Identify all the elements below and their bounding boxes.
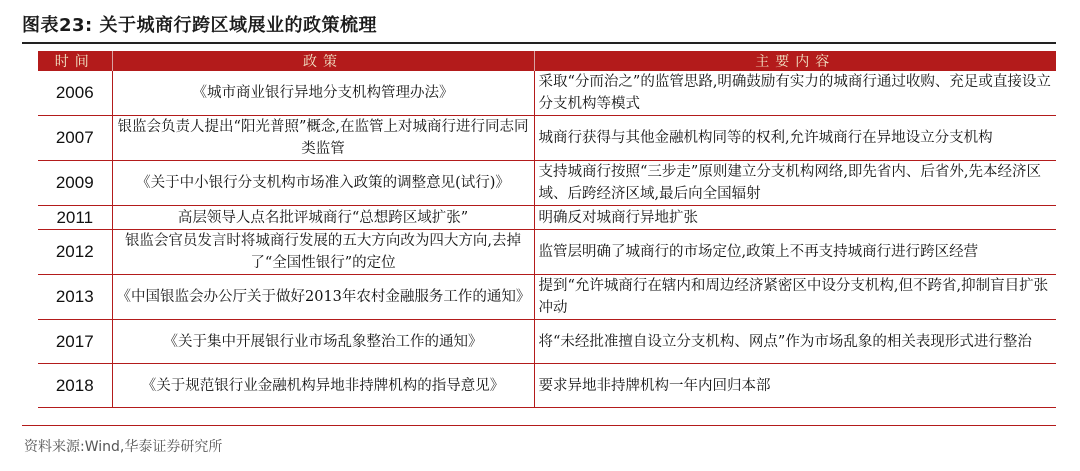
policy-cell: 《关于规范银行业金融机构异地非持牌机构的指导意见》 bbox=[112, 364, 534, 408]
table-row bbox=[38, 230, 1056, 275]
figure-title: 图表23: 关于城商行跨区域展业的政策梳理 bbox=[22, 15, 378, 36]
policy-cell: 银监会负责人提出“阳光普照”概念,在监管上对城商行进行同志同类监管 bbox=[112, 116, 534, 161]
policy-cell: 《城市商业银行异地分支机构管理办法》 bbox=[112, 71, 534, 116]
header-year: 时间 bbox=[38, 51, 112, 71]
content-cell: 采取“分而治之”的监管思路,明确鼓励有实力的城商行通过收购、充足或直接设立分支机构等模式 bbox=[534, 71, 1056, 116]
content-cell: 提到“允许城商行在辖内和周边经济紧密区中设分支机构,但不跨省,抑制盲目扩张冲动 bbox=[534, 275, 1056, 320]
policy-table bbox=[38, 51, 1056, 408]
content-cell: 要求异地非持牌机构一年内回归本部 bbox=[534, 364, 1056, 408]
policy-cell: 《关于集中开展银行业市场乱象整治工作的通知》 bbox=[112, 320, 534, 364]
table-header-row bbox=[38, 51, 1056, 71]
header-content: 主要内容 bbox=[534, 51, 1056, 71]
table-row bbox=[38, 161, 1056, 206]
table-row bbox=[38, 320, 1056, 364]
year-cell: 2007 bbox=[38, 116, 112, 161]
table-row bbox=[38, 71, 1056, 116]
year-cell: 2009 bbox=[38, 161, 112, 206]
content-cell: 将“未经批准擅自设立分支机构、网点”作为市场乱象的相关表现形式进行整治 bbox=[534, 320, 1056, 364]
table-row bbox=[38, 275, 1056, 320]
policy-cell: 高层领导人点名批评城商行“总想跨区域扩张” bbox=[112, 206, 534, 230]
figure-title-row bbox=[22, 10, 377, 38]
source-note: 资料来源:Wind,华泰证券研究所 bbox=[24, 439, 223, 455]
year-cell: 2006 bbox=[38, 71, 112, 116]
footer-divider bbox=[22, 425, 1056, 426]
year-cell: 2012 bbox=[38, 230, 112, 275]
year-cell: 2011 bbox=[38, 206, 112, 230]
content-cell: 明确反对城商行异地扩张 bbox=[534, 206, 1056, 230]
policy-cell: 《关于中小银行分支机构市场准入政策的调整意见(试行)》 bbox=[112, 161, 534, 206]
content-cell: 监管层明确了城商行的市场定位,政策上不再支持城商行进行跨区经营 bbox=[534, 230, 1056, 275]
table-row bbox=[38, 116, 1056, 161]
table-row bbox=[38, 206, 1056, 230]
policy-cell: 《中国银监会办公厅关于做好2013年农村金融服务工作的通知》 bbox=[112, 275, 534, 320]
title-divider bbox=[22, 42, 1056, 44]
header-policy: 政策 bbox=[112, 51, 534, 71]
content-cell: 支持城商行按照“三步走”原则建立分支机构网络,即先省内、后省外,先本经济区域、后跨经济区域,最后向全国辐射 bbox=[534, 161, 1056, 206]
table-row bbox=[38, 364, 1056, 408]
year-cell: 2018 bbox=[38, 364, 112, 408]
year-cell: 2017 bbox=[38, 320, 112, 364]
policy-cell: 银监会官员发言时将城商行发展的五大方向改为四大方向,去掉了“全国性银行”的定位 bbox=[112, 230, 534, 275]
content-cell: 城商行获得与其他金融机构同等的权利,允许城商行在异地设立分支机构 bbox=[534, 116, 1056, 161]
year-cell: 2013 bbox=[38, 275, 112, 320]
